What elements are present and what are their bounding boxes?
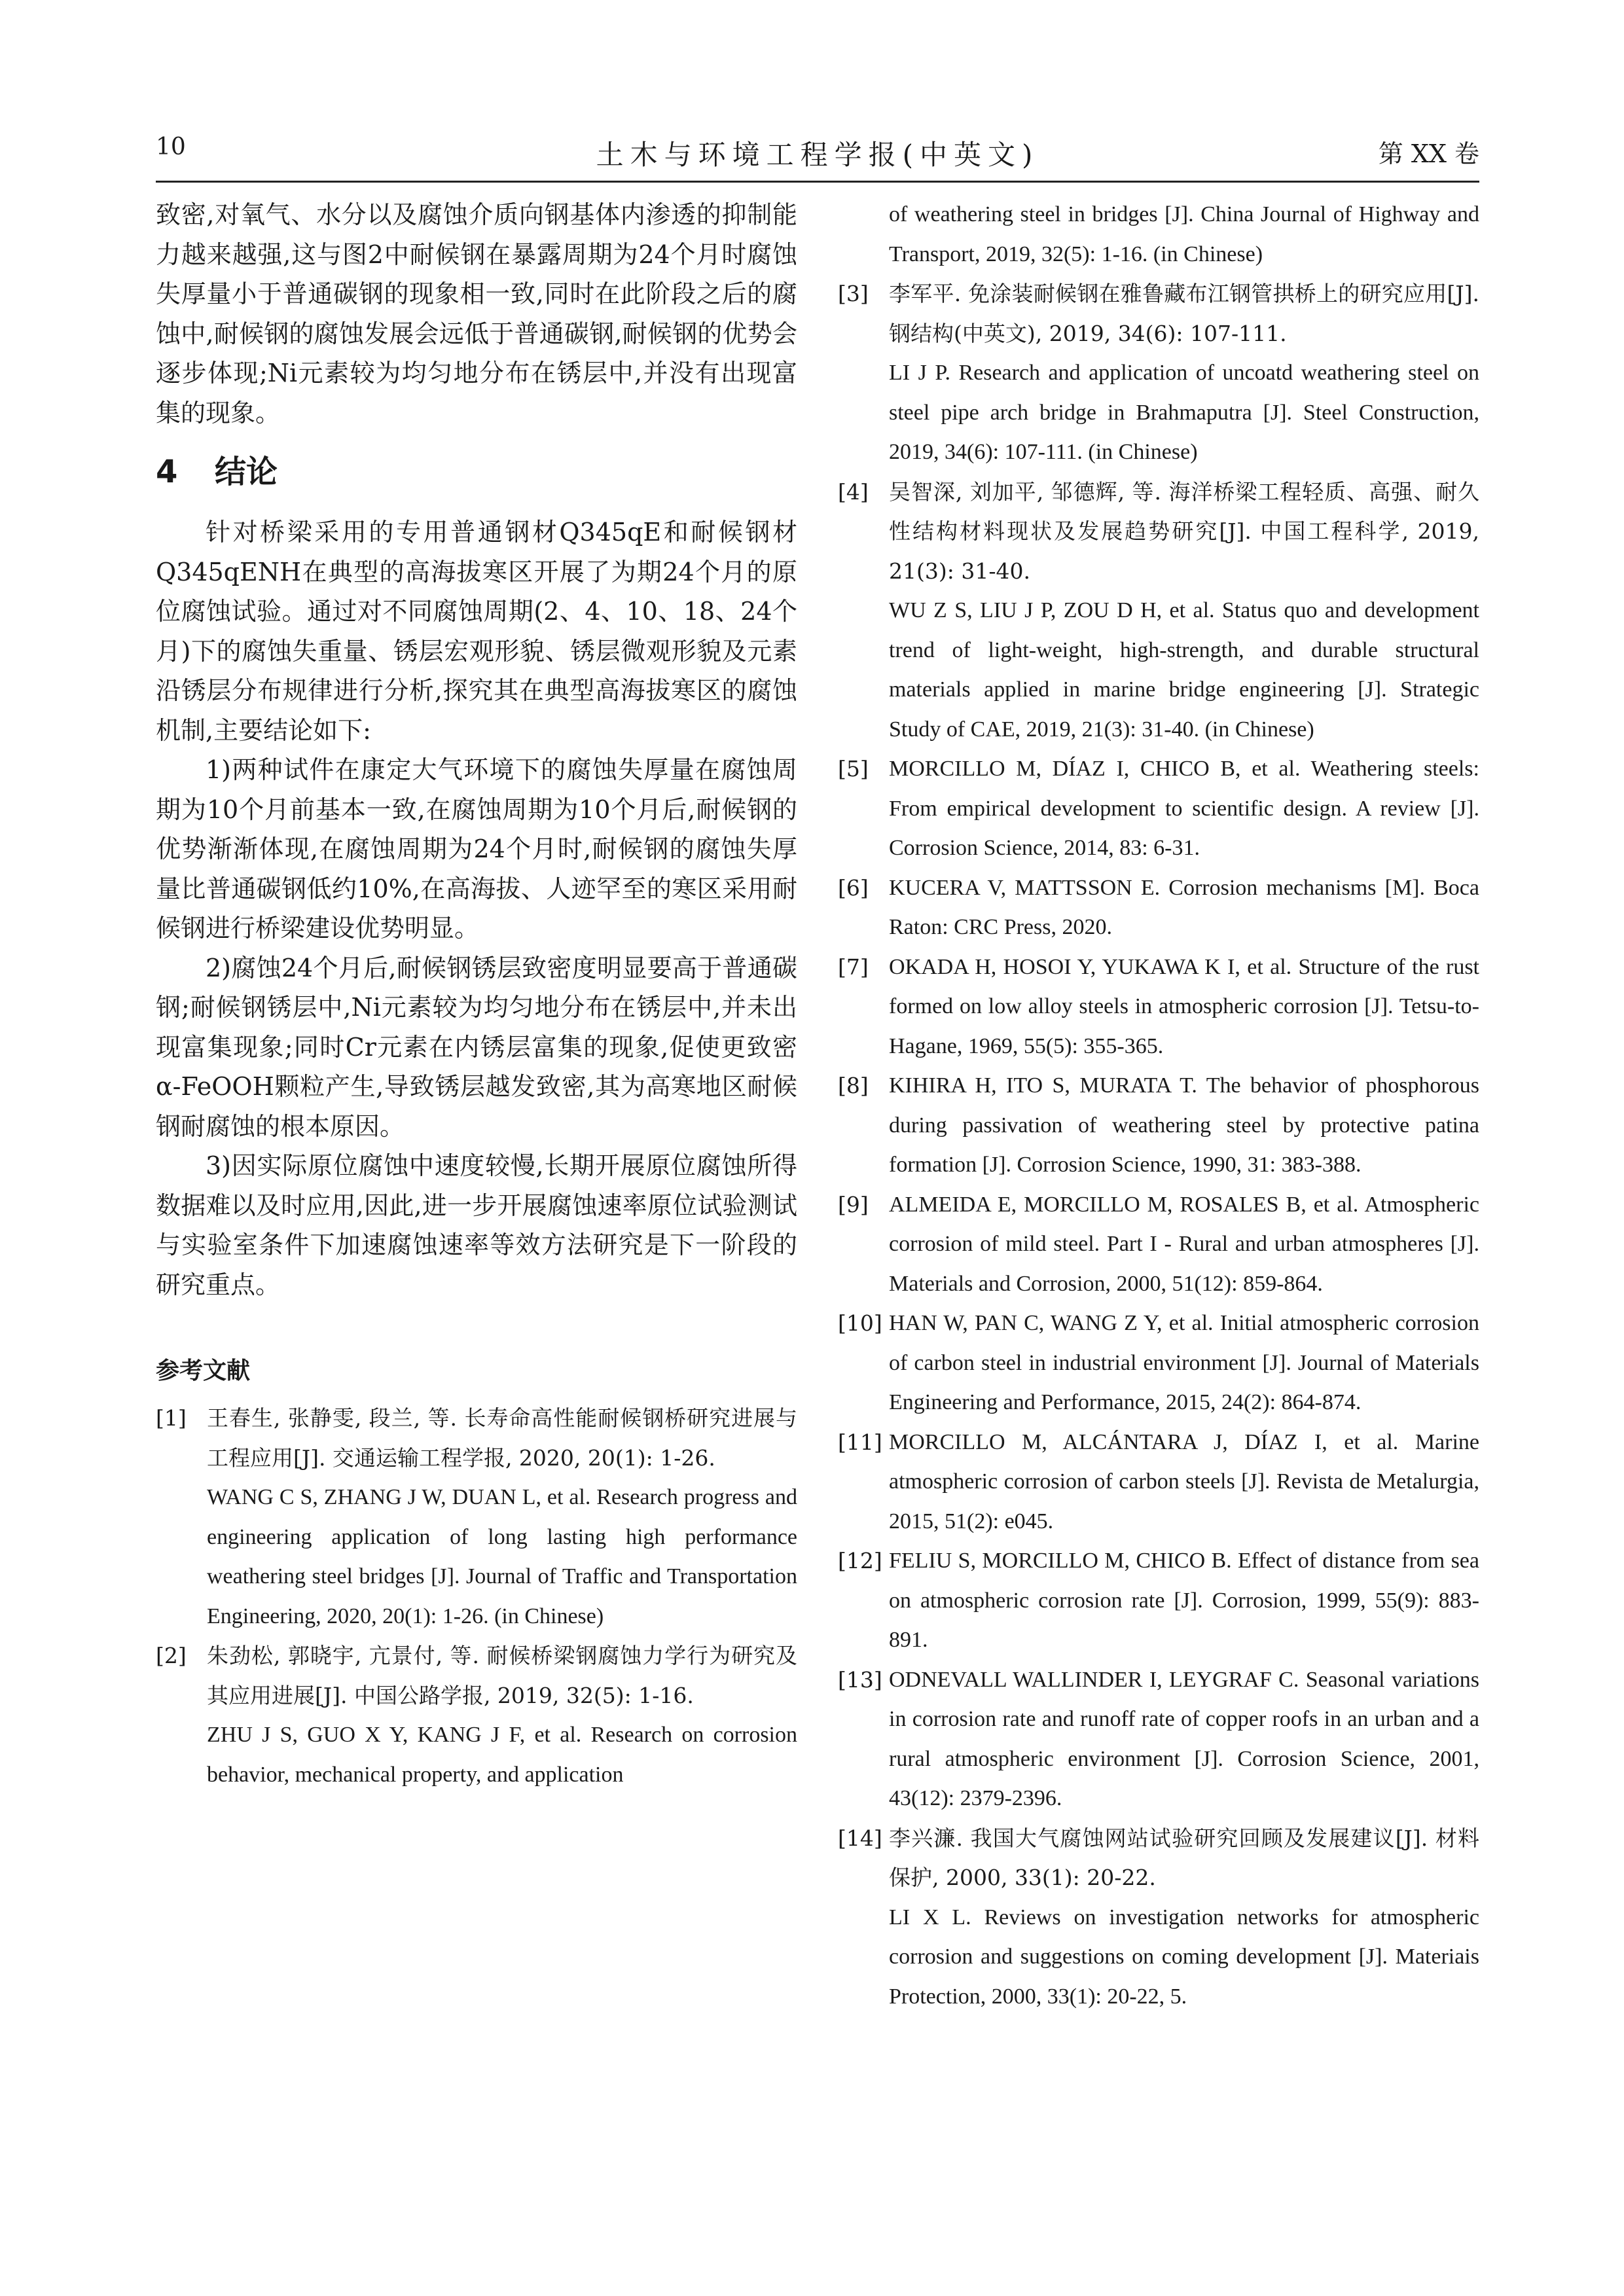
reference-english: ODNEVALL WALLINDER I, LEYGRAF C. Seasonal variations in corrosion rate and runoff rate of copper roofs in an urban and a rural atmospheric environment [J]. Corrosion Science, 2001, 43(12): 2379-2396. [889, 1667, 1479, 1810]
reference-label: [2] [156, 1643, 187, 1668]
reference-label: [8] [838, 1073, 869, 1098]
reference-english: MORCILLO M, DÍAZ I, CHICO B, et al. Weathering steels: From empirical development to scientific design. A review [J]. Corrosion Science, 2014, 83: 6-31. [889, 757, 1479, 860]
reference-english: KIHIRA H, ITO S, MURATA T. The behavior of phosphorous during passivation of weathering steel by protective patina formation [J]. Corrosion Science, 1990, 31: 383-388. [889, 1073, 1479, 1177]
right-column [838, 195, 1479, 2250]
reference-item [838, 1066, 1479, 1185]
reference-english: MORCILLO M, ALCÁNTARA J, DÍAZ I, et al. Marine atmospheric corrosion of carbon steels [J]. Revista de Metalurgia, 2015, 51(2): e045. [889, 1429, 1479, 1534]
reference-chinese: 李军平. 免涂装耐候钢在雅鲁藏布江钢管拱桥上的研究应用[J]. 钢结构(中英文), 2019, 34(6): 107-111. [889, 281, 1479, 346]
reference-item [838, 1185, 1479, 1304]
reference-chinese: 王春生, 张静雯, 段兰, 等. 长寿命高性能耐候钢桥研究进展与工程应用[J]. 交通运输工程学报, 2020, 20(1): 1-26. [207, 1405, 797, 1471]
left-column [156, 195, 797, 2250]
reference-item [838, 1541, 1479, 1660]
conclusion-intro: 针对桥梁采用的专用普通钢材Q345qE和耐候钢材Q345qENH在典型的高海拔寒区开展了为期24个月的原位腐蚀试验。通过对不同腐蚀周期(2、4、10、18、24个月)下的腐蚀失重量、锈层宏观形貌、锈层微观形貌及元素沿锈层分布规律进行分析,探究其在典型高海拔寒区的腐蚀机制,主要结论如下: [156, 518, 797, 745]
reference-english: WANG C S, ZHANG J W, DUAN L, et al. Research progress and engineering application of long lasting high performance weathering steel bridges [J]. Journal of Traffic and Transportation Engineering, 2020, 20(1): 1-26. (in Chinese) [207, 1485, 797, 1628]
continuation-paragraph: 致密,对氧气、水分以及腐蚀介质向钢基体内渗透的抑制能力越来越强,这与图2中耐候钢在暴露周期为24个月时腐蚀失厚量小于普通碳钢的现象相一致,同时在此阶段之后的腐蚀中,耐候钢的腐蚀发展会远低于普通碳钢,耐候钢的优势会逐步体现;Ni元素较为均匀地分布在锈层中,并没有出现富集的现象。 [156, 200, 797, 427]
reference-label: [1] [156, 1405, 187, 1431]
conclusion-item-3: 3)因实际原位腐蚀中速度较慢,长期开展原位腐蚀所得数据难以及时应用,因此,进一步开展腐蚀速率原位试验测试与实验室条件下加速腐蚀速率等效方法研究是下一阶段的研究重点。 [156, 1151, 797, 1299]
header-rule [156, 181, 1479, 183]
page-number: 10 [156, 134, 186, 160]
reference-english: ZHU J S, GUO X Y, KANG J F, et al. Research on corrosion behavior, mechanical property, and application [207, 1723, 797, 1787]
reference-label: [6] [838, 874, 869, 901]
reference-item [156, 1636, 797, 1795]
section-heading [156, 448, 797, 495]
reference-english: WU Z S, LIU J P, ZOU D H, et al. Status quo and development trend of light-weight, high-strength, and durable structural materials applied in marine bridge engineering [J]. Strategic Study of CAE, 2019, 21(3): 31-40. (in Chinese) [889, 598, 1479, 742]
reference-chinese: 李兴濂. 我国大气腐蚀网站试验研究回顾及发展建议[J]. 材料保护, 2000, 33(1): 20-22. [889, 1825, 1479, 1890]
reference-label: [10] [838, 1310, 882, 1336]
journal-title: 土木与环境工程学报(中英文) [596, 139, 1039, 171]
running-header [156, 134, 1479, 170]
reference-label: [12] [838, 1548, 882, 1573]
reference-item [838, 869, 1479, 948]
reference-item [838, 473, 1479, 750]
reference-english: HAN W, PAN C, WANG Z Y, et al. Initial atmospheric corrosion of carbon steel in industrial environment [J]. Journal of Materials Engineering and Performance, 2015, 24(2): 864-874. [889, 1311, 1479, 1414]
reference-chinese: 朱劲松, 郭晓宇, 亢景付, 等. 耐候桥梁钢腐蚀力学行为研究及其应用进展[J]. 中国公路学报, 2019, 32(5): 1-16. [207, 1643, 797, 1708]
reference-chinese: 吴智深, 刘加平, 邹德辉, 等. 海洋桥梁工程轻质、高强、耐久性结构材料现状及发展趋势研究[J]. 中国工程科学, 2019, 21(3): 31-40. [889, 478, 1479, 584]
reference-label: [4] [838, 478, 869, 505]
section-number: 4 [156, 454, 178, 490]
conclusion-item-1: 1)两种试件在康定大气环境下的腐蚀失厚量在腐蚀周期为10个月前基本一致,在腐蚀周期为10个月后,耐候钢的优势渐渐体现,在腐蚀周期为24个月时,耐候钢的腐蚀失厚量比普通碳钢低约10%,在高海拔、人迹罕至的寒区采用耐候钢进行桥梁建设优势明显。 [156, 755, 797, 942]
reference-item [838, 749, 1479, 869]
reference-label: [3] [838, 281, 869, 306]
reference-item [838, 1423, 1479, 1542]
reference-item [838, 1304, 1479, 1423]
reference-english: OKADA H, HOSOI Y, YUKAWA K I, et al. Structure of the rust formed on low alloy steels in atmospheric corrosion [J]. Tetsu-to-Hagane, 1969, 55(5): 355-365. [889, 954, 1479, 1058]
references-title: 参考文献 [156, 1357, 251, 1384]
reference-english: ALMEIDA E, MORCILLO M, ROSALES B, et al. Atmospheric corrosion of mild steel. Part I - Rural and urban atmospheres [J]. Materials and Corrosion, 2000, 51(12): 859-864. [889, 1192, 1479, 1296]
reference-label: [13] [838, 1666, 882, 1693]
reference-english: FELIU S, MORCILLO M, CHICO B. Effect of distance from sea on atmospheric corrosion rate [J]. Corrosion, 1999, 55(9): 883-891. [889, 1549, 1479, 1652]
reference-label: [7] [838, 954, 869, 980]
reference-item [156, 1399, 797, 1636]
reference-continuation: of weathering steel in bridges [J]. China Journal of Highway and Transport, 2019, 32(5): 1-16. (in Chinese) [889, 202, 1479, 266]
reference-label: [5] [838, 756, 869, 781]
reference-label: [11] [838, 1429, 882, 1455]
reference-english: LI X L. Reviews on investigation networks for atmospheric corrosion and suggestions on coming development [J]. Materiais Protection, 2000, 33(1): 20-22, 5. [889, 1905, 1479, 2009]
reference-item [838, 1660, 1479, 1819]
reference-item [838, 948, 1479, 1067]
reference-item [838, 274, 1479, 473]
reference-label: [14] [838, 1825, 882, 1851]
reference-label: [9] [838, 1191, 869, 1217]
volume-label: 第 XX 卷 [1378, 139, 1479, 168]
reference-english: KUCERA V, MATTSSON E. Corrosion mechanisms [M]. Boca Raton: CRC Press, 2020. [889, 875, 1479, 939]
conclusion-item-2: 2)腐蚀24个月后,耐候钢锈层致密度明显要高于普通碳钢;耐候钢锈层中,Ni元素较为均匀地分布在锈层中,并未出现富集现象;同时Cr元素在内锈层富集的现象,促使更致密α-FeOOH颗粒产生,导致锈层越发致密,其为高寒地区耐候钢耐腐蚀的根本原因。 [156, 953, 797, 1141]
reference-english: LI J P. Research and application of uncoatd weathering steel on steel pipe arch bridge in Brahmaputra [J]. Steel Construction, 2019, 34(6): 107-111. (in Chinese) [889, 361, 1479, 464]
reference-item [838, 1819, 1479, 2017]
section-title: 结论 [215, 454, 278, 490]
